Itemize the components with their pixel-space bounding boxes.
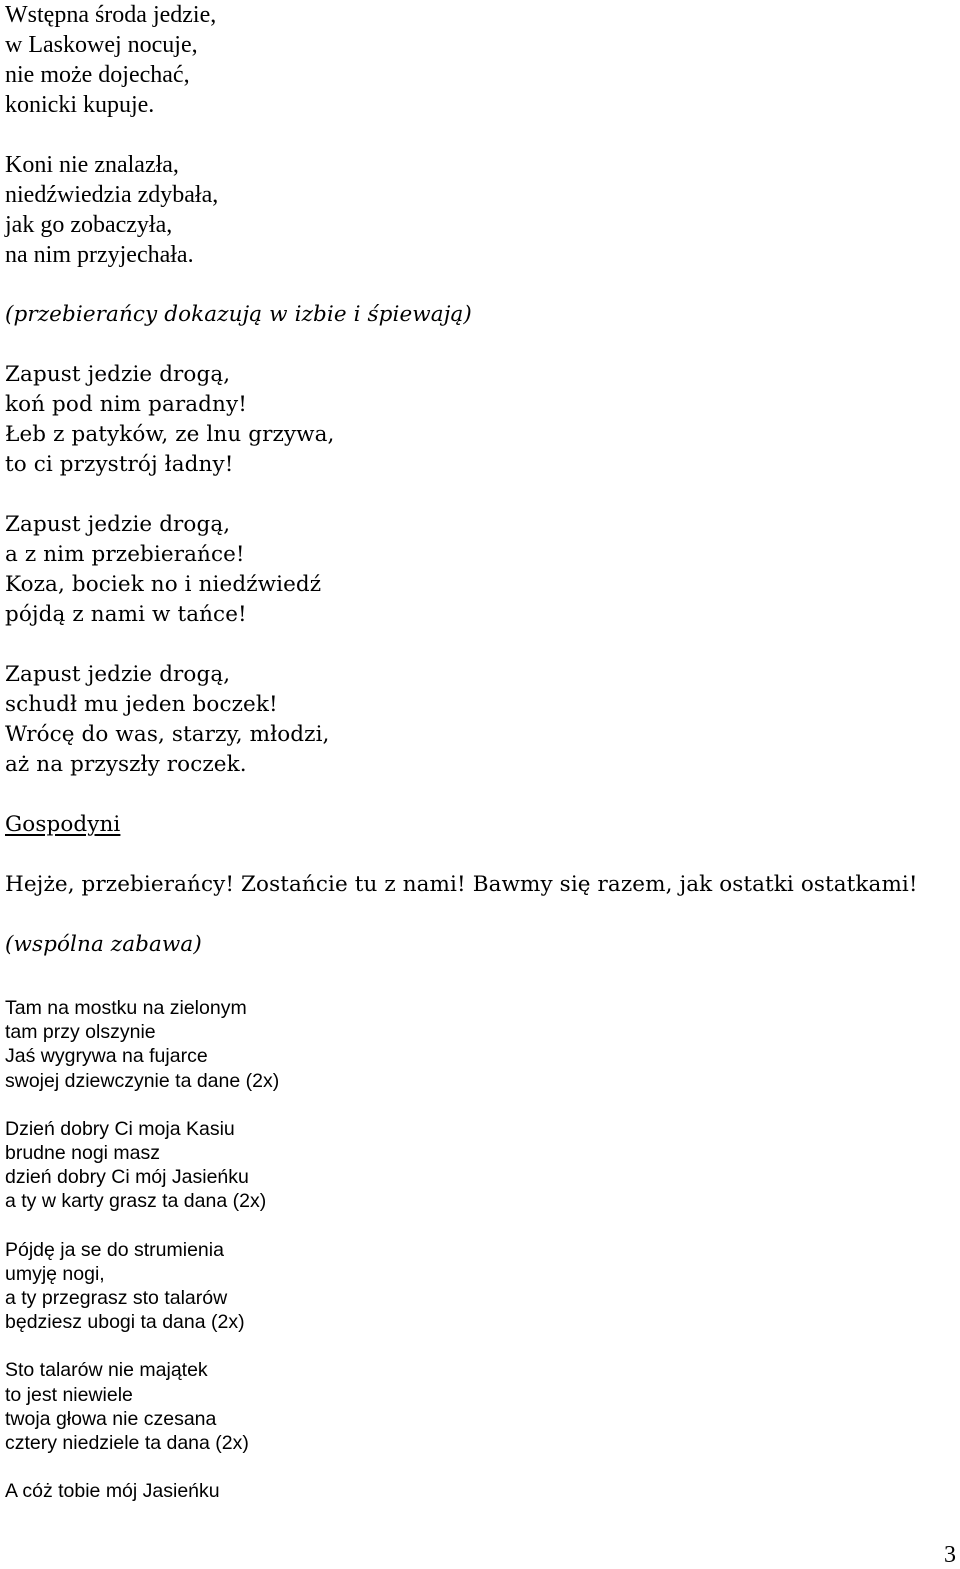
verse-line: schudł mu jeden boczek! (5, 692, 278, 717)
verse-line: Sto talarów nie majątek (5, 1359, 208, 1382)
stanza-2 (5, 150, 945, 270)
verse-line: a ty przegrasz sto talarów (5, 1287, 228, 1310)
verse-line: tam przy olszynie (5, 1021, 156, 1044)
stage-direction (5, 300, 945, 330)
verse-line: dzień dobry Ci mój Jasieńku (5, 1166, 249, 1189)
verse-line: a z nim przebierańce! (5, 542, 245, 567)
verse-line: umyję nogi, (5, 1262, 105, 1285)
document-page (5, 0, 945, 1503)
page-number: 3 (944, 1542, 956, 1568)
verse-line: to jest niewiele (5, 1383, 133, 1406)
verse-line: aż na przyszły roczek. (5, 752, 247, 777)
verse-line: twoja głowa nie czesana (5, 1407, 217, 1430)
stage-direction (5, 930, 945, 960)
speech-text: Hejże, przebierańcy! Zostańcie tu z nami! Bawmy się razem, jak ostatki ostatkami! (5, 872, 918, 897)
verse-line: A cóż tobie mój Jasieńku (5, 1480, 220, 1503)
stanza-1 (5, 0, 945, 120)
verse-line: konicki kupuje. (5, 92, 155, 118)
verse-line: w Laskowej nocuje, (5, 32, 198, 58)
song-verse-5 (5, 1479, 945, 1503)
verse-line: a ty w karty grasz ta dana (2x) (5, 1190, 267, 1213)
verse-line: cztery niedziele ta dana (2x) (5, 1432, 249, 1455)
verse-line: Wrócę do was, starzy, młodzi, (5, 722, 330, 747)
stanza-4 (5, 510, 945, 630)
speaker-block (5, 810, 945, 840)
verse-line: Dzień dobry Ci moja Kasiu (5, 1117, 235, 1140)
verse-line: Koza, bociek no i niedźwiedź (5, 572, 322, 597)
verse-line: pójdą z nami w tańce! (5, 602, 247, 627)
verse-line: Zapust jedzie drogą, (5, 362, 231, 387)
verse-line: Zapust jedzie drogą, (5, 512, 231, 537)
verse-line: swojej dziewczynie ta dane (2x) (5, 1069, 280, 1092)
verse-line: Zapust jedzie drogą, (5, 662, 231, 687)
verse-line: niedźwiedzia zdybała, (5, 182, 219, 208)
speaker-name: Gospodyni (5, 812, 121, 837)
verse-line: Tam na mostku na zielonym (5, 997, 247, 1019)
verse-line: Jaś wygrywa na fujarce (5, 1045, 208, 1068)
song-verse-3 (5, 1238, 945, 1335)
verse-line: koń pod nim paradny! (5, 392, 247, 417)
verse-line: to ci przystrój ładny! (5, 452, 234, 477)
verse-line: brudne nogi masz (5, 1142, 161, 1165)
stanza-5 (5, 660, 945, 780)
verse-line: Koni nie znalazła, (5, 152, 179, 178)
verse-line: nie może dojechać, (5, 62, 190, 88)
stanza-3 (5, 360, 945, 480)
verse-line: będziesz ubogi ta dana (2x) (5, 1311, 245, 1334)
stage-direction-text: (przebierańcy dokazują w izbie i śpiewają) (5, 302, 472, 327)
song-verse-4 (5, 1358, 945, 1455)
verse-line: jak go zobaczyła, (5, 212, 173, 238)
stage-direction-text: (wspólna zabawa) (5, 932, 202, 957)
verse-line: na nim przyjechała. (5, 242, 194, 268)
verse-line: Łeb z patyków, ze lnu grzywa, (5, 422, 335, 447)
verse-line: Pójdę ja se do strumienia (5, 1238, 224, 1261)
song-verse-1 (5, 996, 945, 1093)
verse-line: Wstępna środa jedzie, (5, 2, 217, 28)
speech-block (5, 870, 945, 900)
song-verse-2 (5, 1117, 945, 1214)
